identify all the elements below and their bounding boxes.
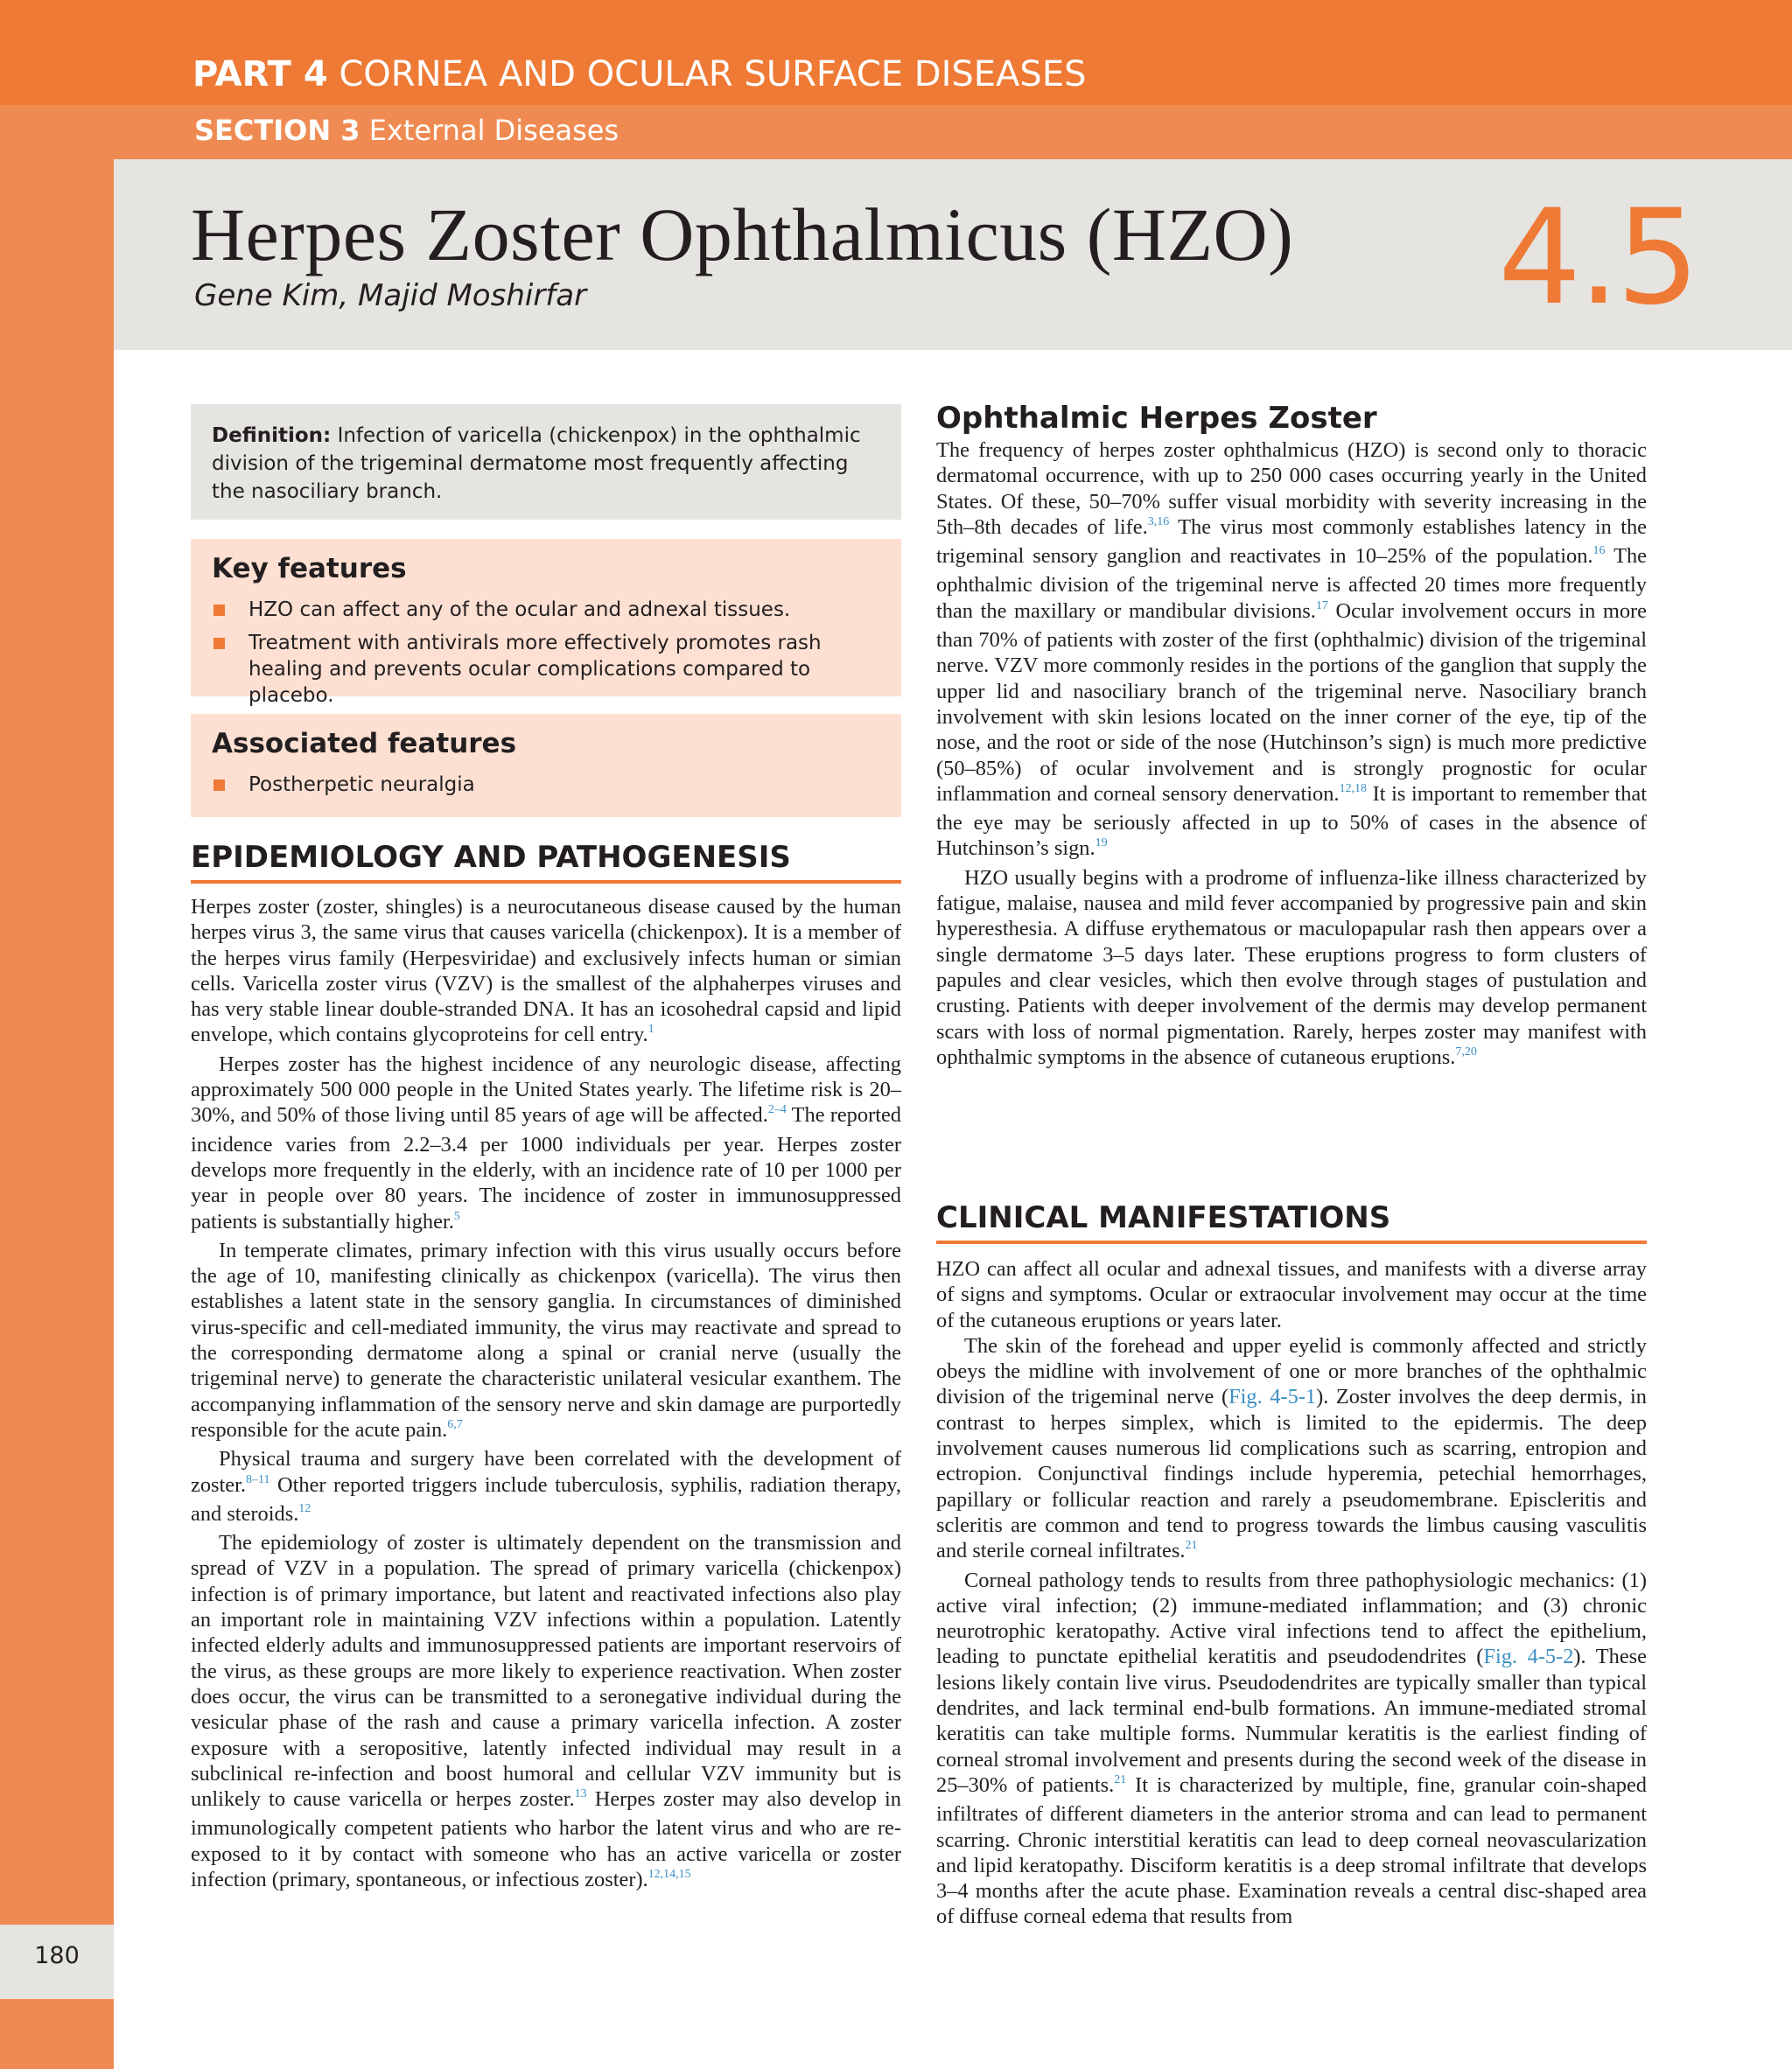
paragraph: The skin of the forehead and upper eyelid is commonly affected and strictly obeys the midline with involvement of one or more branches of the ophthalmic division of the trigeminal nerve (Fig. 4-5-1). Zoster involves the deep dermis, in contrast to herpes simplex, which is limited to the epidermis. The deep involvement causes numerous lid complications such as scarring, entropion and ectropion. Conjunctival findings include hyperemia, petechial hemorrhages, papillary or follicular reaction and rarely a pseudomembrane. Episcleritis and scleritis are common and tend to progress towards the limbus causing vasculitis and sterile corneal infiltrates.$^{21}$ <box>936 1333 1647 1563</box>
associated-features-heading: Associated features <box>212 728 517 759</box>
chapter-number: 4.5 <box>1498 182 1697 334</box>
right-column-bottom <box>936 1256 1647 1930</box>
key-features-box <box>191 539 901 707</box>
clinical-heading: CLINICAL MANIFESTATIONS <box>936 1200 1391 1235</box>
paragraph: Herpes zoster has the highest incidence of any neurologic disease, affecting approximately 500 000 people in the United States yearly. The lifetime risk is 20–30%, and 50% of those living until 85 years of age will be affected.$^{2-4}$ The reported incidence varies from 2.2–3.4 per 1000 individuals per year. Herpes zoster develops more frequently in the elderly, with an incidence rate of 10 per 1000 per year in people over 80 years. The incidence of zoster in immunosuppressed patients is substantially higher.$^5$ <box>191 1052 901 1234</box>
section-heading <box>194 114 619 147</box>
page-number: 180 <box>34 1942 80 1969</box>
figure-link[interactable]: Fig. 4-5-1 <box>1228 1385 1317 1409</box>
clinical-rule <box>936 1241 1647 1244</box>
key-feature-text: HZO can affect any of the ocular and adnexal tissues. <box>248 598 791 621</box>
part-label: PART 4 <box>192 54 328 94</box>
left-margin-band <box>0 105 114 2069</box>
chapter-authors: Gene Kim, Majid Moshirfar <box>194 278 587 313</box>
definition-label: Definition: <box>212 424 332 447</box>
paragraph: Herpes zoster (zoster, shingles) is a neurocutaneous disease caused by the human herpes virus 3, the same virus that causes varicella (chickenpox). It is a member of the herpes virus family (Herpesviridae) and exclusively infects human or simian cells. Varicella zoster virus (VZV) is the smallest of the alphaherpes viruses and has very stable linear double-stranded DNA. It has an icosohedral capsid and lipid envelope, which contains glycoproteins for cell entry.$^1$ <box>191 895 901 1047</box>
paragraph: Corneal pathology tends to results from three pathophysiologic mechanics: (1) active viral infection; (2) immune-mediated inflammation; and (3) chronic neurotrophic keratopathy. Active viral infections tend to affect the epithelium, leading to punctate epithelial keratitis and pseudodendrites (Fig. 4-5-2). These lesions likely contain live virus. Pseudodendrites are typically smaller than typical dendrites, and lack terminal end-bulb formations. An immune-mediated stromal keratitis can take multiple forms. Nummular keratitis is the earliest finding of corneal stromal involvement and presents during the second week of the disease in 25–30% of patients.$^{21}$ It is characterized by multiple, fine, granular coin-shaped infiltrates of different diameters in the anterior stroma and can lead to permanent scarring. Chronic interstitial keratitis can lead to deep corneal neovascularization and lipid keratopathy. Disciform keratitis is a deep stromal infiltrate that develops 3–4 months after the acute phase. Examination reveals a central disc-shaped area of diffuse corneal edema that results from <box>936 1568 1647 1929</box>
paragraph: HZO can affect all ocular and adnexal tissues, and manifests with a diverse array of signs and symptoms. Ocular or extraocular involvement may occur at the time of the cutaneous eruptions or years later. <box>936 1257 1647 1332</box>
left-column <box>191 894 901 1896</box>
bullet-square-icon <box>214 779 225 791</box>
chapter-title: Herpes Zoster Ophthalmicus (HZO) <box>191 192 1294 276</box>
paragraph: The frequency of herpes zoster ophthalmicus (HZO) is second only to thoracic dermatomal occurrence, with up to 250 000 cases occurring yearly in the United States. Of these, 50–70% suffer visual morbidity with severity increasing in the 5th–8th decades of life.$^{3,16}$ The virus most commonly establishes latency in the trigeminal sensory ganglion and reactivates in 10–25% of the population.$^{16}$ The ophthalmic division of the trigeminal nerve is affected 20 times more frequently than the maxillary or mandibular divisions.$^{17}$ Ocular involvement occurs in more than 70% of patients with zoster of the first (ophthalmic) division of the trigeminal nerve. VZV more commonly resides in the portions of the ganglion that supply the upper lid and nasociliary branch of the trigeminal nerve. Nasociliary branch involvement with skin lesions located on the inner corner of the eye, tip of the nose, and the root or side of the nose (Hutchinson’s sign) is much more predictive (50–85%) of ocular involvement and is strongly prognostic for ocular inflammation and corneal sensory denervation.$^{12,18}$ It is important to remember that the eye may be seriously affected in up to 50% of cases in the absence of Hutchinson’s sign.$^{19}$ <box>936 438 1647 861</box>
bullet-square-icon <box>214 605 225 616</box>
paragraph: HZO usually begins with a prodrome of influenza-like illness characterized by fatigue, malaise, nausea and mild fever accompanied by progressive pain and skin hyperesthesia. A diffuse erythematous or maculopapular rash then appears over a single dermatome 3–5 days later. These eruptions progress to form clusters of papules and clear vesicles, which then evolve through stages of pustulation and crusting. Patients with deeper involvement of the dermis may develop permanent scars with loss of normal pigmentation. Rarely, herpes zoster may manifest with ophthalmic symptoms in the absence of cutaneous eruptions.$^{7,20}$ <box>936 865 1647 1069</box>
paragraph: In temperate climates, primary infection with this virus usually occurs before the age of 10, manifesting clinically as chickenpox (varicella). The virus then establishes a latent state in the sensory ganglia. In circumstances of diminished virus-specific and cell-mediated immunity, the virus may reactivate and spread to the corresponding dermatome along a spinal or cranial nerve (usually the trigeminal nerve) to generate the characteristic unilateral vesicular exanthem. The accompanying inflammation of the sensory nerve and skin damage are purportedly responsible for the acute pain.$^{6,7}$ <box>191 1238 901 1442</box>
epidemiology-rule <box>191 880 901 884</box>
definition-box <box>191 404 901 520</box>
paragraph: The epidemiology of zoster is ultimately dependent on the transmission and spread of VZV in a population. The spread of primary varicella (chickenpox) infection is of primary importance, but latent and reactivated infections also play an important role in maintaining VZV infections within a population. Latently infected elderly adults and immunosuppressed patients are important reservoirs of the virus, as these groups are more likely to experience reactivation. When zoster does occur, the virus can be transmitted to a seronegative individual during the vesicular phase of the rash and cause a primary varicella infection. A zoster exposure with a seropositive, latently infected individual may result in a subclinical re-infection and boost humoral and cellular VZV immunity but is unlikely to cause varicella or herpes zoster.$^{13}$ Herpes zoster may also develop in immunologically competent patients who harbor the latent virus and who are re-exposed to it by contact with someone who has an active varicella or zoster infection (primary, spontaneous, or infectious zoster).$^{12,14,15}$ <box>191 1531 901 1891</box>
section-label: SECTION 3 <box>194 114 360 147</box>
associated-feature-text: Postherpetic neuralgia <box>248 773 475 796</box>
bullet-square-icon <box>214 638 225 649</box>
key-feature-item <box>212 597 880 623</box>
associated-features-box <box>191 714 901 817</box>
figure-link[interactable]: Fig. 4-5-2 <box>1483 1645 1574 1669</box>
associated-feature-item <box>212 772 880 798</box>
part-title: CORNEA AND OCULAR SURFACE DISEASES <box>339 54 1087 94</box>
definition-text <box>212 422 880 506</box>
definition-body: Infection of varicella (chickenpox) in the ophthalmic division of the trigeminal dermatome most frequently affecting the nasociliary branch. <box>212 424 861 503</box>
key-feature-text: Treatment with antivirals more effectively promotes rash healing and prevents ocular complications compared to placebo. <box>248 632 822 707</box>
right-column-top <box>936 437 1647 1073</box>
key-features-heading: Key features <box>212 553 407 584</box>
paragraph: Physical trauma and surgery have been correlated with the development of zoster.$^{8-11}$ Other reported triggers include tuberculosis, syphilis, radiation therapy, and steroids.$^{12}$ <box>191 1447 901 1526</box>
ophthalmic-heading: Ophthalmic Herpes Zoster <box>936 401 1377 436</box>
section-title: External Diseases <box>368 114 620 147</box>
epidemiology-heading: EPIDEMIOLOGY AND PATHOGENESIS <box>191 840 791 875</box>
key-feature-item <box>212 630 880 709</box>
part-heading <box>192 54 1086 94</box>
